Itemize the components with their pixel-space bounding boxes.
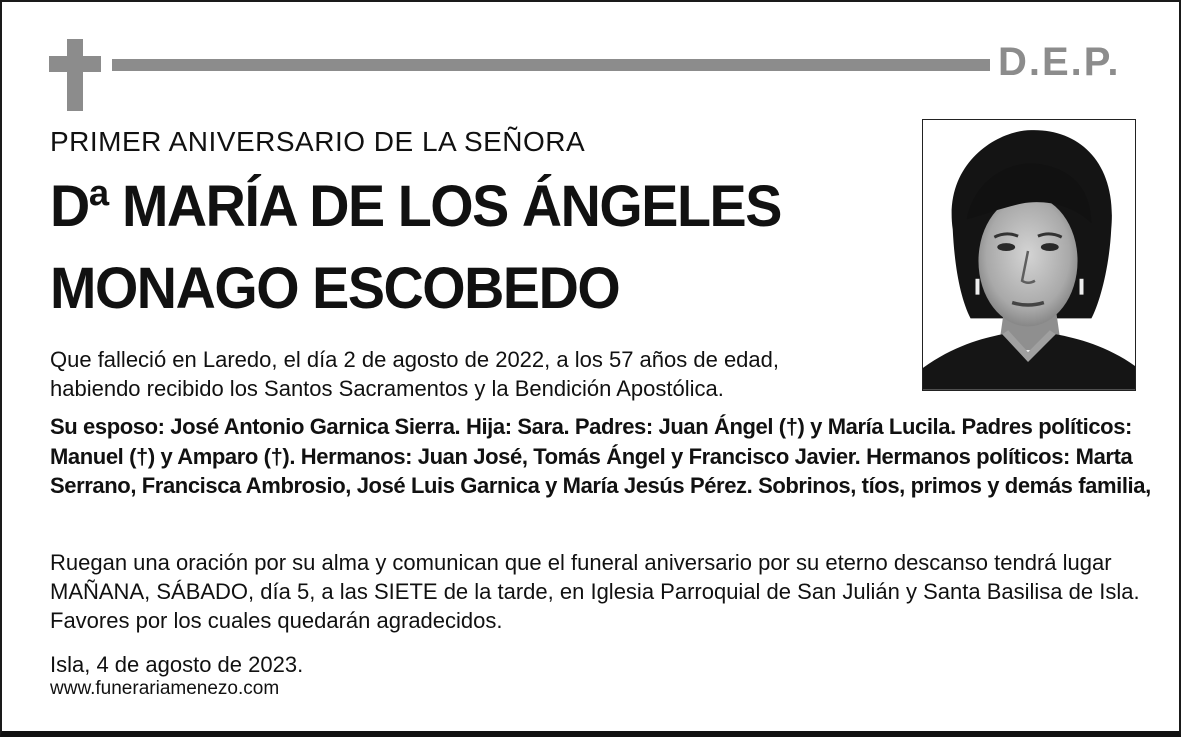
website-link[interactable]: www.funerariamenezo.com xyxy=(50,678,280,699)
funeral-announcement: Ruegan una oración por su alma y comunican que el funeral aniversario por su eterno descanso tendrá lugar MAÑANA, SÁBADO, día 5, a las SIETE de la tarde, en Iglesia Parroquial de San Julián y Santa Basilisa de Isla. Favores por los cuales quedarán agradecidos. xyxy=(50,550,1140,633)
anniversary-subtitle: PRIMER ANIVERSARIO DE LA SEÑORA xyxy=(50,126,586,157)
deceased-name-line2: MONAGO ESCOBEDO xyxy=(50,256,620,321)
place-and-date: Isla, 4 de agosto de 2023. xyxy=(50,652,304,677)
deceased-name-line1: Dª MARÍA DE LOS ÁNGELES xyxy=(50,174,781,239)
portrait-photo xyxy=(922,119,1136,391)
cross-icon xyxy=(49,39,101,111)
death-details: Que falleció en Laredo, el día 2 de agosto de 2022, a los 57 años de edad, habiendo recibido los Santos Sacramentos y la Bendición Apostólica. xyxy=(50,347,779,401)
dep-label: D.E.P. xyxy=(998,40,1121,84)
header-rule xyxy=(112,59,990,71)
family-list: Su esposo: José Antonio Garnica Sierra. Hija: Sara. Padres: Juan Ángel (†) y María Lucila. Padres políticos: Manuel (†) y Amparo (†). Hermanos: Juan José, Tomás Ángel y Francisco Javier. Hermanos políticos: Marta Serrano, Francisca Ambrosio, José Luis Garnica y María Jesús Pérez. Sobrinos, tíos, primos y demás familia, xyxy=(50,414,1151,498)
